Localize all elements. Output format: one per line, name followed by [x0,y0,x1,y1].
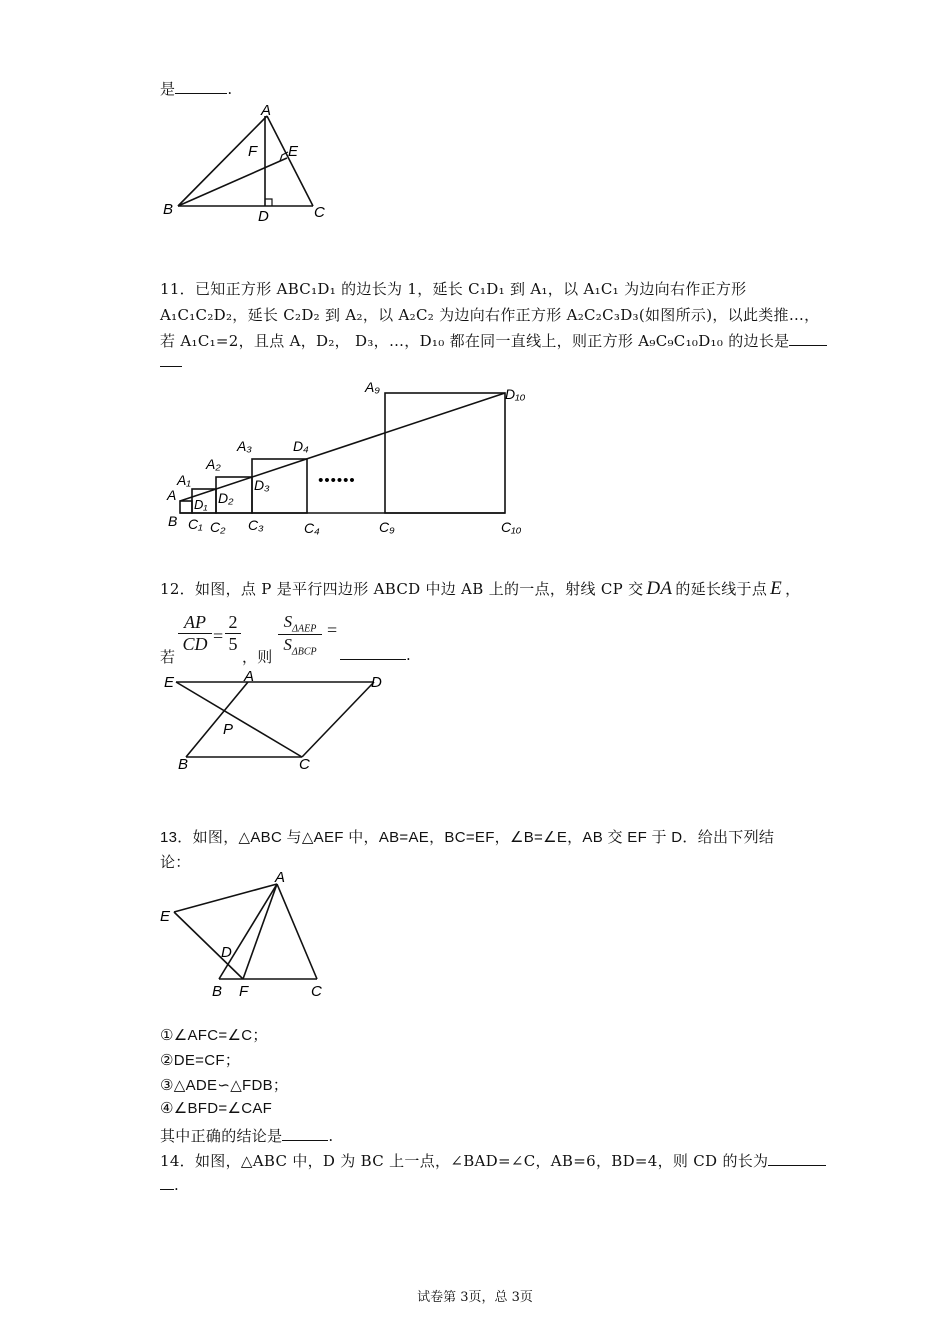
label-c10: C₁₀ [501,519,522,535]
answer-blank: . [340,645,411,664]
label-b: B [163,201,174,218]
figure-q12 [160,668,400,776]
ellipsis-dots: •••••• [318,472,356,489]
prev-question-fragment: 是 . [160,80,233,98]
label-c3: C₃ [248,517,264,533]
answer-blank [768,1151,826,1166]
q13-ask: 其中正确的结论是 . [160,1127,334,1145]
q13-conclusion-1: ①∠AFC=∠C； [160,1027,268,1044]
label-d: D [371,674,382,691]
label-d: D [221,944,232,961]
q14-line-1: 14．如图，△ABC 中，D 为 BC 上一点，∠BAD=∠C，AB=6，BD=4，则 CD 的长为 [160,1150,826,1171]
q11-line-3: 若 A₁C₁=2，且点 A，D₂， D₃，…，D₁₀ 都在同一直线上，则正方形 A₉C₉C₁₀D₁₀ 的边长是 [160,330,827,351]
fragment-text: 是 [160,80,176,98]
segment-ab [178,116,267,206]
label-a9: A₉ [365,379,380,395]
right-angle-d [265,199,272,206]
label-e: E [160,908,171,925]
label-a: A [244,668,255,685]
fraction-ap-cd: AP CD [178,612,212,655]
segment-dc [302,682,374,757]
label-d1: D₁ [194,497,208,512]
label-c2: C₂ [210,519,226,535]
label-a3: A₃ [237,438,252,454]
label-c9: C₉ [379,519,395,535]
q13-conclusion-4: ④∠BFD=∠CAF [160,1100,273,1117]
label-c: C [299,756,310,773]
label-b: B [178,756,189,773]
q11-line-2: A₁C₁C₂D₂，延长 C₂D₂ 到 A₂，以 A₂C₂ 为边向右作正方形 A₂C₂C₃D₃(如图所示)，以此类推…， [160,306,820,324]
fraction-2-5: 2 5 [225,612,241,655]
q11-number: 11． [160,280,195,298]
figure-q11 [160,375,550,540]
label-p: P [223,721,234,738]
fraction-area-ratio: $S_{\Delta AEP}$ $S_{\Delta BCP}$ [278,612,322,658]
label-a: A [261,102,272,119]
label-d3: D₃ [254,477,270,493]
label-c4: C₄ [304,520,320,536]
answer-blank [175,79,227,94]
label-c1: C₁ [188,516,203,532]
square-10 [385,393,505,513]
q12-number: 12． [160,580,195,598]
q14-number: 14． [160,1152,195,1170]
q13-conclusion-2: ②DE=CF； [160,1052,241,1069]
label-d10: D₁₀ [505,386,526,402]
square-1 [180,501,192,513]
label-a2: A₂ [206,456,221,472]
label-d2: D₂ [218,490,234,506]
answer-blank-continued: . [160,1175,179,1194]
q12-line-1: 12．如图，点 P 是平行四边形 ABCD 中边 AB 上的一点，射线 CP 交 DA 的延长线于点 E ， [160,578,801,599]
q13-number: 13． [160,829,193,846]
label-a: A [275,869,286,886]
label-b: B [168,513,178,529]
figure-q10 [155,100,345,225]
page-footer: 试卷第 3页，总 3页 [417,1290,533,1305]
label-c: C [314,204,325,221]
segment-ac [267,116,313,206]
answer-blank [789,331,827,346]
answer-blank-continued [160,352,182,371]
label-e: E [288,143,299,160]
label-d4: D₄ [293,438,309,454]
label-a1: A₁ [177,472,191,488]
label-b: B [212,983,223,1000]
segment-ef [174,912,243,979]
q12-if: 若 [160,648,176,666]
label-a: A [167,487,177,503]
figure-q13 [155,866,335,1004]
label-c: C [311,983,322,1000]
label-d: D [258,208,269,225]
label-f: F [239,983,249,1000]
segment-ac [277,884,317,979]
answer-blank [282,1126,328,1141]
q11-line-1: 11．已知正方形 ABC₁D₁ 的边长为 1，延长 C₁D₁ 到 A₁，以 A₁C₁ 为边向右作正方形 [160,280,747,298]
q13-line-2: 论： [160,853,191,871]
label-e: E [164,674,175,691]
q13-conclusion-3: ③△ADE∽△FDB； [160,1077,289,1094]
q13-line-1: 13．如图，△ABC 与△AEF 中，AB=AE，BC=EF，∠B=∠E，AB 交 EF 于 D．给出下列结 [160,829,775,846]
label-f: F [248,143,258,160]
